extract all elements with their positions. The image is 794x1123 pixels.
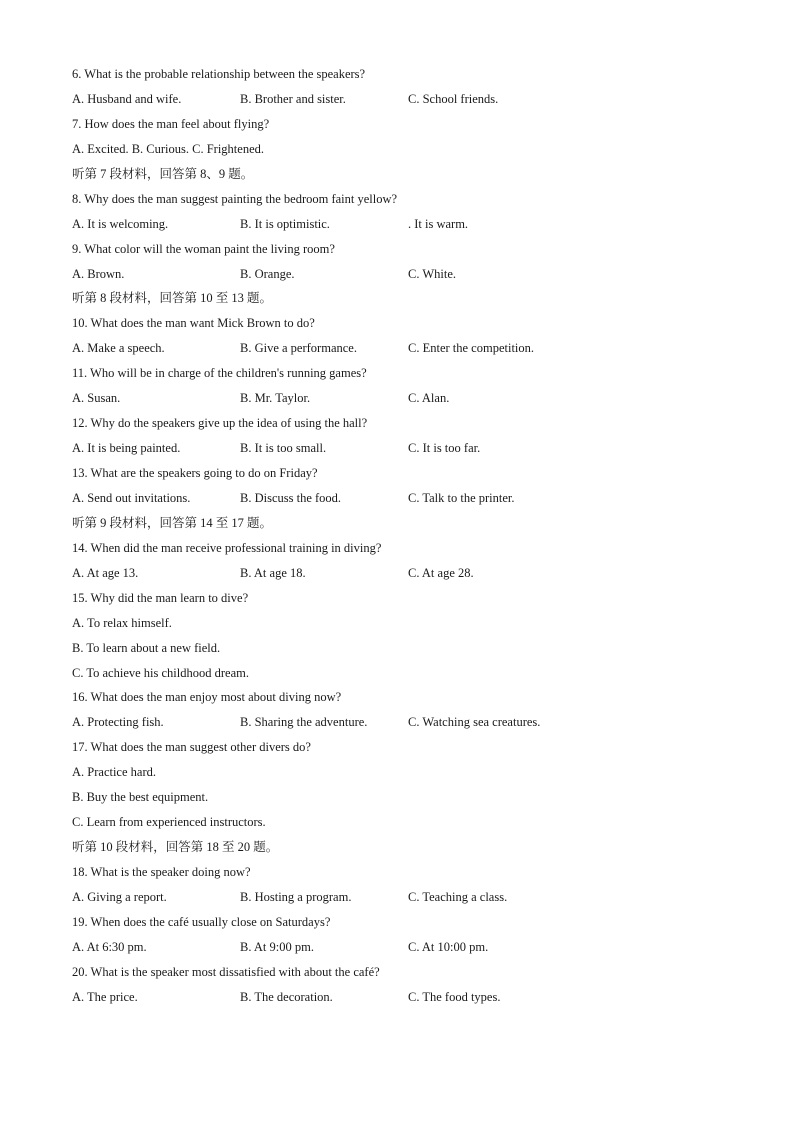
option-b: B. Sharing the adventure.	[240, 715, 368, 730]
section-heading-9: 听第 9 段材料，回答第 14 至 17 题。	[72, 515, 273, 530]
option-a: A. To relax himself.	[72, 615, 172, 630]
question-20: 20. What is the speaker most dissatisfied with about the café?	[72, 964, 380, 979]
option-b: B. At 9:00 pm.	[240, 939, 314, 954]
question-13: 13. What are the speakers going to do on Friday?	[72, 466, 318, 480]
option-c: C. Alan.	[408, 391, 450, 406]
question-6-options	[72, 87, 732, 112]
question-10: 10. What does the man want Mick Brown to do?	[72, 316, 315, 331]
question-12: 12. Why do the speakers give up the idea of using the hall?	[72, 416, 368, 431]
question-8: 8. Why does the man suggest painting the bedroom faint yellow?	[72, 191, 398, 206]
question-7-options: A. Excited. B. Curious. C. Frightened.	[72, 141, 264, 156]
option-a: A. Husband and wife.	[72, 91, 182, 106]
option-c: . It is warm.	[408, 216, 469, 231]
option-a: A. Send out invitations.	[72, 490, 191, 505]
option-c: C. School friends.	[408, 91, 499, 106]
option-a: A. It is being painted.	[72, 441, 181, 456]
question-9: 9. What color will the woman paint the living room?	[72, 241, 335, 256]
question-11: 11. Who will be in charge of the children's running games?	[72, 366, 367, 381]
question-7: 7. How does the man feel about flying?	[72, 116, 270, 131]
option-a: A. Brown.	[72, 266, 125, 281]
question-14-options	[72, 561, 732, 586]
option-b: B. It is too small.	[240, 441, 327, 456]
option-c: C. Teaching a class.	[408, 889, 508, 904]
option-c: C. Enter the competition.	[408, 341, 535, 356]
question-18-options	[72, 885, 732, 910]
option-c: C. The food types.	[408, 989, 501, 1004]
option-a: A. At 6:30 pm.	[72, 939, 147, 954]
option-a: A. Giving a report.	[72, 889, 167, 904]
question-16-options	[72, 710, 732, 735]
question-6: 6. What is the probable relationship between the speakers?	[72, 67, 366, 81]
question-13-options	[72, 486, 732, 511]
option-b: B. Discuss the food.	[240, 490, 342, 505]
question-17: 17. What does the man suggest other divers do?	[72, 740, 311, 755]
option-a: A. The price.	[72, 989, 138, 1004]
question-19: 19. When does the café usually close on Saturdays?	[72, 914, 331, 929]
option-a: A. Make a speech.	[72, 341, 165, 356]
question-11-options	[72, 386, 732, 411]
question-19-options	[72, 935, 732, 960]
option-c: C. Talk to the printer.	[408, 490, 515, 505]
option-a: A. Practice hard.	[72, 765, 156, 780]
option-a: A. Susan.	[72, 391, 121, 406]
option-b: B. The decoration.	[240, 989, 333, 1004]
option-a: A. It is welcoming.	[72, 216, 169, 231]
option-c: C. To achieve his childhood dream.	[72, 665, 249, 680]
question-15: 15. Why did the man learn to dive?	[72, 590, 249, 605]
option-b: B. Give a performance.	[240, 341, 357, 356]
exam-page	[72, 62, 732, 1010]
option-b: B. To learn about a new field.	[72, 640, 221, 655]
question-10-options	[72, 336, 732, 361]
option-b: B. At age 18.	[240, 565, 306, 580]
question-14: 14. When did the man receive professional training in diving?	[72, 540, 382, 555]
option-c: C. It is too far.	[408, 441, 481, 456]
option-a: A. At age 13.	[72, 565, 139, 580]
question-9-options	[72, 262, 732, 287]
question-18: 18. What is the speaker doing now?	[72, 865, 251, 879]
option-b: B. It is optimistic.	[240, 216, 330, 231]
option-c: C. Watching sea creatures.	[408, 715, 541, 730]
option-b: B. Buy the best equipment.	[72, 790, 209, 805]
option-c: C. White.	[408, 266, 457, 281]
question-20-options	[72, 985, 732, 1010]
option-b: B. Mr. Taylor.	[240, 391, 311, 406]
option-c: C. At 10:00 pm.	[408, 939, 489, 954]
section-heading-8: 听第 8 段材料，回答第 10 至 13 题。	[72, 291, 273, 306]
section-heading-10: 听第 10 段材料，回答第 18 至 20 题。	[72, 840, 279, 855]
question-8-options	[72, 212, 732, 237]
option-b: B. Orange.	[240, 266, 295, 281]
option-b: B. Hosting a program.	[240, 889, 352, 904]
section-heading-7: 听第 7 段材料，回答第 8、9 题。	[72, 166, 254, 181]
option-b: B. Brother and sister.	[240, 91, 346, 106]
question-12-options	[72, 436, 732, 461]
option-c: C. Learn from experienced instructors.	[72, 815, 266, 830]
option-a: A. Protecting fish.	[72, 715, 164, 730]
question-16: 16. What does the man enjoy most about diving now?	[72, 690, 342, 705]
option-c: C. At age 28.	[408, 565, 474, 580]
